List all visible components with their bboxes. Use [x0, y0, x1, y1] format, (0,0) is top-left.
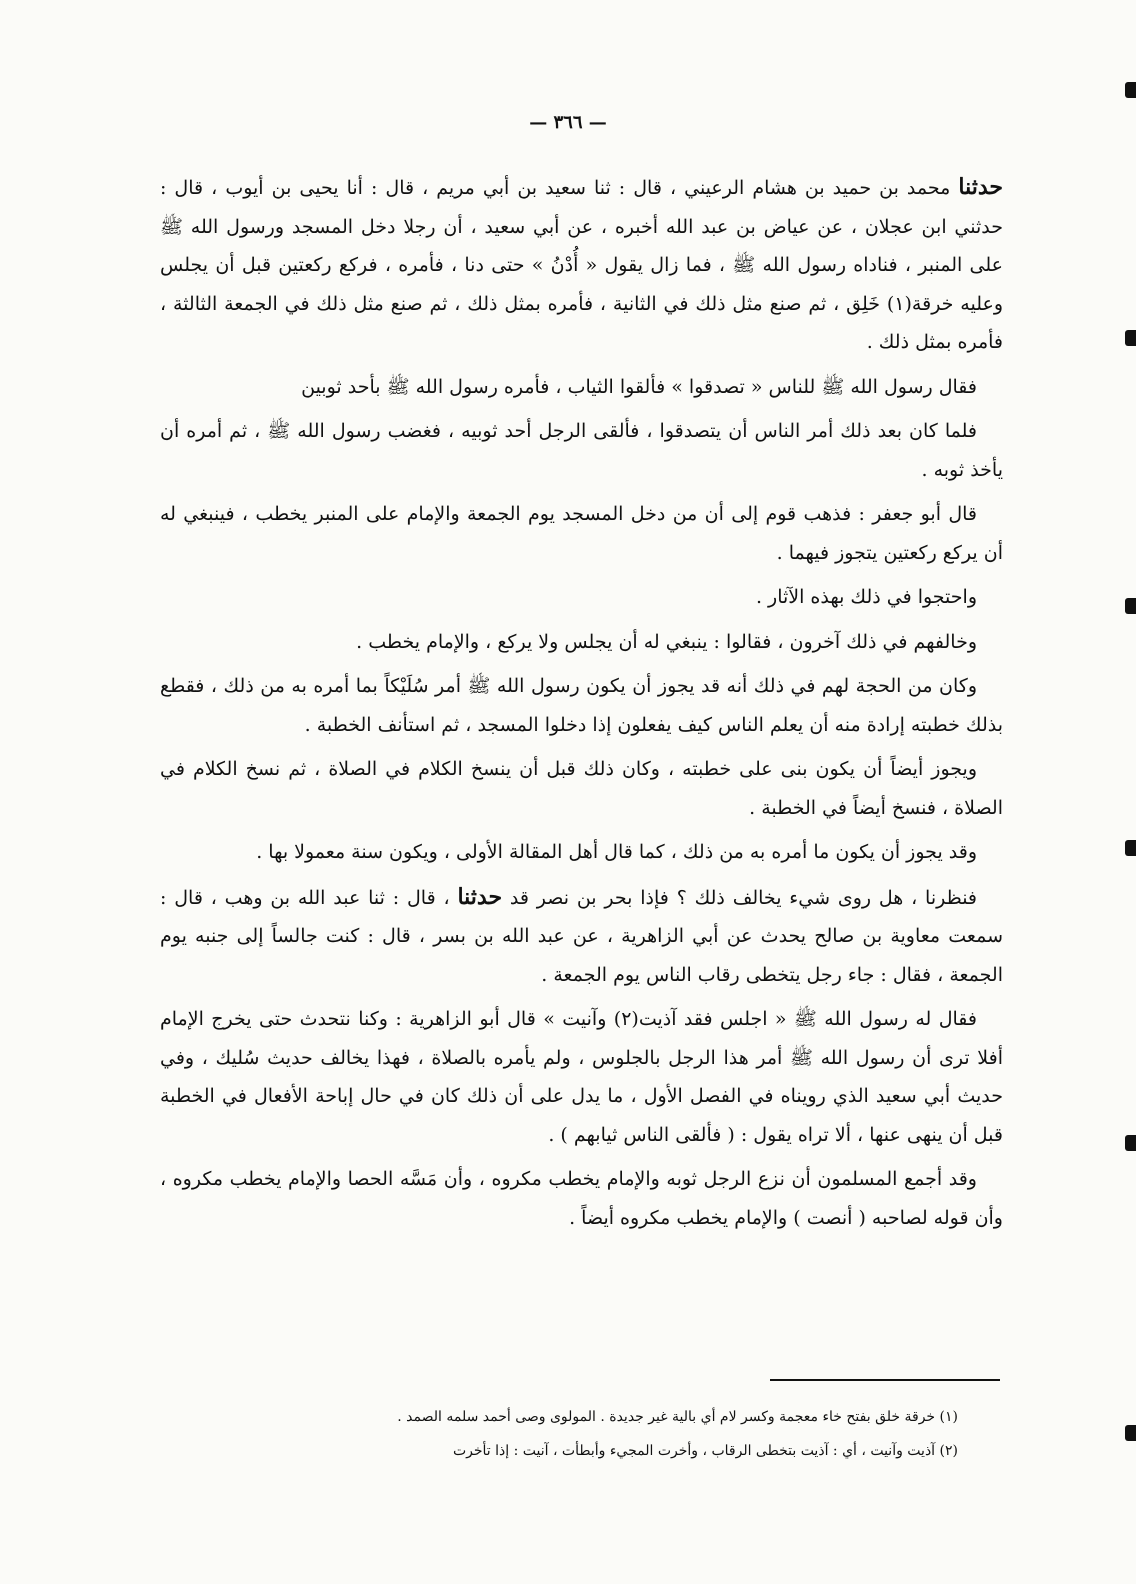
paragraph-7: وكان من الحجة لهم في ذلك أنه قد يجوز أن يكون رسول الله ﷺ أمر سُلَيْكاً بما أمره به من ذلك ، فقطع بذلك خطبته إرادة منه أن يعلم الناس كيف يفعلون إذا دخلوا المسجد ، ثم استأنف الخطبة . [160, 675, 1003, 736]
paragraph-12: وقد أجمع المسلمون أن نزع الرجل ثوبه والإمام يخطب مكروه ، وأن مَسَّه الحصا والإمام يخطب مكروه ، وأن قوله لصاحبه ( أنصت ) والإمام يخطب مكروه أيضاً . [160, 1168, 1003, 1229]
paragraph-8: ويجوز أيضاً أن يكون بنى على خطبته ، وكان ذلك قبل أن ينسخ الكلام في الصلاة ، ثم نسخ الكلام في الصلاة ، فنسخ أيضاً في الخطبة . [160, 758, 1003, 819]
scan-edge-mark [1125, 598, 1136, 614]
paragraph-9: وقد يجوز أن يكون ما أمره به من ذلك ، كما قال أهل المقالة الأولى ، ويكون سنة معمولا بها . [256, 841, 977, 863]
scan-edge-mark [1125, 1425, 1136, 1441]
hadith-lead-word: حدثنا [457, 883, 503, 910]
scan-edge-mark [1125, 840, 1136, 856]
scan-edge-mark [1125, 1135, 1136, 1151]
hadith-lead-word: حدثنا [958, 174, 1003, 200]
page-number: — ٣٦٦ — [529, 112, 607, 133]
scan-edge-mark [1125, 330, 1136, 346]
paragraph-6: وخالفهم في ذلك آخرون ، فقالوا : ينبغي له أن يجلس ولا يركع ، والإمام يخطب . [356, 630, 977, 653]
paragraph-2: فقال رسول الله ﷺ للناس « تصدقوا » فألقوا الثياب ، فأمره رسول الله ﷺ بأحد ثوبين [301, 375, 977, 398]
paragraph-5: واحتجوا في ذلك بهذه الآثار . [755, 586, 977, 608]
footnote-1: (١) خرقة خلق بفتح خاء معجمة وكسر لام أي بالية غير جديدة . المولوى وصى أحمد سلمه الصمد . [397, 1409, 958, 1425]
footnote-2: (٢) آذيت وآنيت ، أي : آذيت بتخطى الرقاب ، وأخرت المجيء وأبطأت ، آنيت : إذا تأخرت [452, 1443, 958, 1459]
scan-edge-mark [1125, 82, 1136, 98]
paragraph-3: فلما كان بعد ذلك أمر الناس أن يتصدقوا ، فألقى الرجل أحد ثوبيه ، فغضب رسول الله ﷺ ، ثم أمره أن يأخذ ثوبه . [160, 420, 1003, 481]
footnotes [290, 1400, 958, 1468]
paragraph-10 [160, 878, 1003, 995]
paragraph-11: فقال له رسول الله ﷺ « اجلس فقد آذيت(٢) وآنيت » قال أبو الزاهرية : وكنا نتحدث حتى يخرج الإمام أفلا ترى أن رسول الله ﷺ أمر هذا الرجل بالجلوس ، ولم يأمره بالصلاة ، فهذا يخالف حديث سُليك ، وفي حديث أبي سعيد الذي رويناه في الفصل الأول ، ما يدل على أن ذلك كان في حال إباحة الأفعال في الخطبة قبل أن ينهى عنها ، ألا تراه يقول : ( فألقى الناس ثيابهم ) . [160, 1008, 1003, 1146]
footnote-divider [770, 1379, 1000, 1381]
main-text [160, 168, 1003, 1243]
paragraph-1 [160, 168, 1003, 362]
paragraph-text: ، قال : ثنا عبد الله بن وهب ، قال : سمعت معاوية بن صالح يحدث عن أبي الزاهرية ، عن عبد الله بن بسر ، قال : كنت جالساً إلى جنبه يوم الجمعة ، فقال : جاء رجل يتخطى رقاب الناس يوم الجمعة . [160, 886, 1003, 986]
paragraph-4: قال أبو جعفر : فذهب قوم إلى أن من دخل المسجد يوم الجمعة والإمام على المنبر يخطب ، فينبغي له أن يركع ركعتين يتجوز فيهما . [160, 503, 1003, 564]
paragraph-text: محمد بن حميد بن هشام الرعيني ، قال : ثنا سعيد بن أبي مريم ، قال : أنا يحيى بن أيوب ، قال : حدثني ابن عجلان ، عن عياض بن عبد الله أخبره ، عن أبي سعيد ، أن رجلا دخل المسجد ورسول الله ﷺ على المنبر ، فناداه رسول الله ﷺ ، فما زال يقول « أُدْنُ » حتى دنا ، فأمره ، فركع ركعتين قبل أن يجلس وعليه خرقة(١) خَلِق ، ثم صنع مثل ذلك في الثانية ، فأمره بمثل ذلك ، ثم صنع مثل ذلك في الجمعة الثالثة ، فأمره بمثل ذلك . [160, 177, 1003, 353]
paragraph-text: فنظرنا ، هل روى شيء يخالف ذلك ؟ فإذا بحر بن نصر قد [502, 886, 978, 909]
